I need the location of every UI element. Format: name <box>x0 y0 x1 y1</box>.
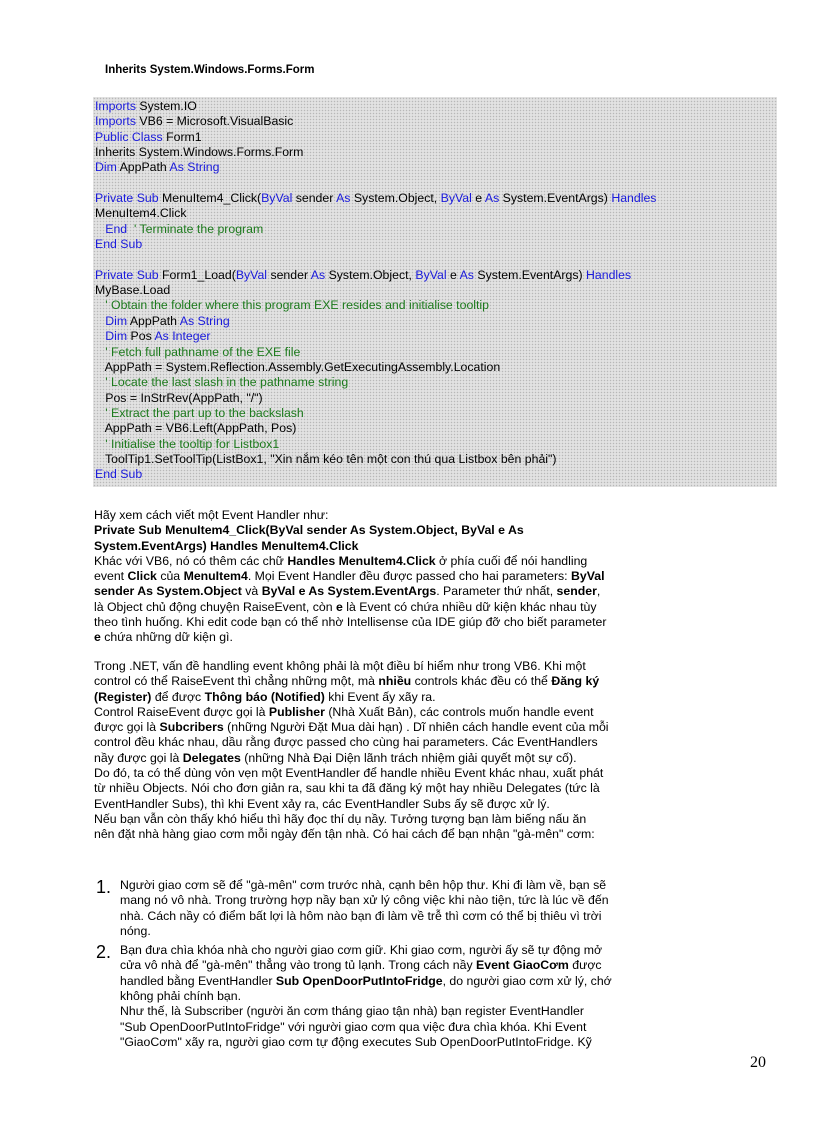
text-run: Do đó, ta có thể dùng vỏn vẹn một EventHandler để handle nhiều Event khác nhau, xuất phát <box>94 766 604 780</box>
text-run: AppPath = VB6.Left(AppPath, Pos) <box>95 421 297 436</box>
code-line <box>95 145 777 160</box>
code-keyword: End Sub <box>95 467 143 482</box>
code-line <box>95 467 777 482</box>
text-run: (Nhà Xuất Bản), các controls muốn handle event <box>324 704 594 719</box>
text-line <box>94 766 674 781</box>
bold-text: Thông báo (Notified) <box>204 689 325 704</box>
paragraph-dotnet-events <box>94 659 674 766</box>
text-line <box>94 674 674 689</box>
text-run: của <box>156 569 184 584</box>
code-keyword: ByVal <box>235 267 268 282</box>
text-run: để được <box>151 689 205 704</box>
code-line <box>95 237 777 252</box>
text-line <box>94 659 674 674</box>
text-run: (những Người Đặt Mua dài hạn) . Dĩ nhiên cách handle event của mỗi <box>223 720 609 735</box>
bold-text: Private Sub MenuItem4_Click(ByVal sender As System.Object, ByVal e As <box>94 523 524 538</box>
list-item-body <box>120 943 676 1050</box>
text-run: sender <box>267 267 311 282</box>
text-run: MenuItem4.Click <box>95 206 187 221</box>
text-run: mang nó vô nhà. Trong trường hợp nầy bạn xử lý công việc khi nào tiện, tức là lúc về đến <box>120 893 609 908</box>
bold-text: e <box>94 630 101 645</box>
code-comment: ' Fetch full pathname of the EXE file <box>105 344 301 359</box>
code-line <box>95 130 777 145</box>
text-run: event <box>94 569 128 584</box>
text-line <box>120 1020 676 1035</box>
code-line <box>95 176 777 191</box>
text-line <box>94 523 674 538</box>
text-run: từ nhiều Objects. Nói cho đơn giản ra, sau khi ta đã đăng ký một hay nhiều Delegates (tức là <box>94 781 600 796</box>
code-keyword: As <box>484 191 500 206</box>
text-run: controls khác đều có thể <box>411 674 552 689</box>
text-run <box>95 298 105 312</box>
code-line <box>95 391 777 406</box>
text-run: handled bằng EventHandler <box>120 973 276 988</box>
code-keyword: As Integer <box>154 329 211 344</box>
text-run: ToolTip1.SetToolTip(ListBox1, "Xin nắm kéo tên một con thú qua Listbox bên phải") <box>95 451 557 466</box>
text-run: "GiaoCơm" xãy ra, người giao cơm tự động executes Sub OpenDoorPutIntoFridge. Kỹ <box>120 1034 592 1049</box>
paragraph-delegates-example <box>94 766 674 842</box>
code-block <box>93 97 777 487</box>
code-keyword: Public Class <box>95 129 163 144</box>
text-line <box>120 1004 676 1019</box>
bold-text: nhiều <box>378 674 412 689</box>
code-keyword: As <box>459 267 474 282</box>
text-run: e <box>446 267 460 282</box>
text-run: Hãy xem cách viết một Event Handler như: <box>94 508 329 522</box>
text-run <box>95 375 105 389</box>
text-line <box>94 554 674 569</box>
text-line <box>94 827 674 842</box>
bold-text: Đăng ký <box>551 674 600 689</box>
code-keyword: Imports <box>95 99 136 113</box>
text-line <box>94 705 674 720</box>
text-run: System.Object, <box>325 267 416 282</box>
bold-text: (Register) <box>94 689 152 704</box>
text-run <box>127 222 134 236</box>
text-run <box>95 329 105 343</box>
code-keyword: Private Sub <box>95 191 159 206</box>
bold-text: ByVal e As System.EventArgs <box>261 584 437 599</box>
text-line <box>120 1035 676 1050</box>
code-keyword: Dim <box>105 329 128 344</box>
text-run: được gọi là <box>94 720 160 735</box>
text-line <box>94 797 674 812</box>
code-line <box>95 160 777 175</box>
text-run: không phải chính bạn. <box>120 989 242 1004</box>
text-run: Pos <box>127 329 155 344</box>
text-run: MenuItem4_Click( <box>158 191 262 206</box>
text-run: Inherits System.Windows.Forms.Form <box>95 145 304 160</box>
code-line <box>95 268 777 283</box>
text-line <box>120 989 676 1004</box>
code-comment: ' Initialise the tooltip for Listbox1 <box>105 436 280 451</box>
text-run: e <box>471 191 485 206</box>
text-run: theo tình huống. Khi edit code bạn có thể nhờ Intellisense của IDE giúp đỡ cho biết parameter <box>94 615 607 630</box>
text-run: cửa vô nhà để "gà-mên" thẳng vào trong tủ lạnh. Trong cách nầy <box>120 958 477 973</box>
text-line <box>94 735 674 750</box>
text-run: khi Event ấy xãy ra. <box>324 689 436 704</box>
list-item <box>96 943 676 1050</box>
text-line <box>120 878 676 893</box>
text-run: Người giao cơm sẽ để "gà-mên" cơm trước nhà, cạnh bên hộp thư. Khi đi làm về, bạn sẽ <box>120 878 607 892</box>
code-line <box>95 360 777 375</box>
code-keyword: Imports <box>95 114 136 129</box>
text-line <box>94 569 674 584</box>
text-line <box>94 690 674 705</box>
code-keyword: As <box>310 267 326 282</box>
text-run: System.IO <box>136 99 197 113</box>
text-run: nầy được gọi là <box>94 750 183 765</box>
code-keyword: Private Sub <box>95 267 159 282</box>
bold-text: Subcribers <box>159 720 224 735</box>
text-run: control đều khác nhau, dầu rằng được passed cho cùng hai parameters. Các EventHandlers <box>94 735 598 750</box>
bold-text: ByVal <box>571 569 605 584</box>
text-line <box>94 812 674 827</box>
text-line <box>94 630 674 645</box>
text-line <box>94 539 674 554</box>
text-run: AppPath <box>127 313 180 328</box>
code-keyword: ByVal <box>261 191 293 206</box>
code-line <box>95 191 777 206</box>
list-item <box>96 878 676 939</box>
text-run: VB6 = Microsoft.VisualBasic <box>136 114 294 129</box>
text-run: Như thế, là Subscriber (người ăn cơm tháng giao tận nhà) bạn register EventHandler <box>120 1004 584 1019</box>
text-run: Control RaiseEvent được gọi là <box>94 704 269 719</box>
text-run <box>95 437 105 451</box>
code-keyword: As String <box>169 160 220 175</box>
text-run: nên đặt nhà hàng giao cơm mỗi ngày đến tận nhà. Có hai cách để bạn nhận "gà-mên" cơm: <box>94 827 595 842</box>
text-run: (những Nhà Đại Diện lãnh trách nhiệm giải quyết một sự cố). <box>240 750 577 765</box>
text-line <box>94 781 674 796</box>
code-line <box>95 406 777 421</box>
text-run: System.EventArgs) <box>499 191 612 206</box>
code-line <box>95 99 777 114</box>
text-run: nhà. Cách nầy có điểm bất lợi là hôm nào bạn đi làm về trễ thì cơm có thể bị thiêu vì trời <box>120 908 602 923</box>
text-run: là Event có chứa nhiều dữ kiện khác nhau tùy <box>342 599 597 614</box>
code-line <box>95 452 777 467</box>
text-run: AppPath <box>116 160 170 175</box>
code-keyword: Handles <box>611 191 657 206</box>
text-line <box>120 893 676 908</box>
text-line <box>94 508 674 523</box>
code-line <box>95 329 777 344</box>
paragraph-event-handler <box>94 508 674 646</box>
text-line <box>120 924 676 939</box>
list-item-body <box>120 878 676 939</box>
text-run: là Object chủ động chuyện RaiseEvent, còn <box>94 599 336 614</box>
text-run: Form1_Load( <box>158 267 236 282</box>
code-keyword: ByVal <box>415 267 447 282</box>
text-run: Bạn đưa chìa khóa nhà cho người giao cơm giữ. Khi giao cơm, người ấy sẽ tự động mở <box>120 943 603 958</box>
code-line <box>95 345 777 360</box>
code-comment: ' Terminate the program <box>133 221 264 236</box>
code-line <box>95 298 777 313</box>
code-line <box>95 421 777 436</box>
code-keyword: As String <box>179 313 230 328</box>
text-run: Khác với VB6, nó có thêm các chữ <box>94 553 288 568</box>
text-line <box>94 615 674 630</box>
bold-text: sender <box>556 584 597 599</box>
code-keyword: End Sub <box>95 237 143 252</box>
bold-text: Click <box>127 569 157 584</box>
bold-text: Handles MenuItem4.Click <box>287 553 436 568</box>
text-run: MyBase.Load <box>95 283 171 298</box>
code-keyword: Dim <box>105 313 128 328</box>
text-run: Pos = InStrRev(AppPath, "/") <box>95 390 263 405</box>
text-run: được <box>568 958 602 973</box>
text-run: Trong .NET, vấn đề handling event không phải là một điều bí hiểm như trong VB6. Khi một <box>94 659 586 673</box>
text-run: . Mọi Event Handler đều được passed cho hai parameters: <box>247 569 572 584</box>
text-run: nóng. <box>120 923 151 938</box>
code-keyword: As <box>336 191 351 206</box>
code-keyword: End <box>105 221 128 236</box>
bold-text: e <box>336 599 343 614</box>
code-keyword: Dim <box>95 160 117 175</box>
text-line <box>120 909 676 924</box>
code-line <box>95 283 777 298</box>
text-line <box>94 751 674 766</box>
text-line <box>94 600 674 615</box>
code-comment: ' Obtain the folder where this program EXE resides and initialise tooltip <box>105 298 489 313</box>
section-heading: Inherits System.Windows.Forms.Form <box>105 64 315 76</box>
bold-text: Delegates <box>182 750 241 765</box>
text-run: Form1 <box>162 129 202 144</box>
code-comment: ' Extract the part up to the backslash <box>105 405 304 420</box>
code-line <box>95 222 777 237</box>
list-number: 1. <box>96 877 112 897</box>
text-line <box>94 584 674 599</box>
text-line <box>120 943 676 958</box>
text-run: control có thể RaiseEvent thì chẳng những một, mà <box>94 674 379 689</box>
text-run: System.EventArgs) <box>473 267 587 282</box>
code-keyword: ByVal <box>440 191 472 206</box>
text-run: , <box>596 584 601 599</box>
text-line <box>94 720 674 735</box>
bold-text: Sub OpenDoorPutIntoFridge <box>275 973 443 988</box>
list-number: 2. <box>96 942 112 963</box>
text-run: ở phía cuối để nói handling <box>435 553 588 568</box>
text-run <box>95 222 105 236</box>
code-line <box>95 375 777 390</box>
text-run: . Parameter thứ nhất, <box>436 584 557 599</box>
bold-text: sender As System.Object <box>94 584 242 599</box>
bold-text: Event GiaoCơm <box>476 958 569 973</box>
code-line <box>95 114 777 129</box>
bold-text: System.EventArgs) Handles MenuItem4.Click <box>94 538 359 553</box>
code-line <box>95 206 777 221</box>
text-run: và <box>241 584 262 599</box>
text-run: sender <box>292 191 337 206</box>
text-line <box>120 958 676 973</box>
text-run <box>95 314 105 328</box>
text-run: Nếu bạn vẫn còn thấy khó hiểu thì hãy đọc thí dụ nầy. Tưởng tượng bạn làm biếng nấu ăn <box>94 811 587 826</box>
bold-text: MenuItem4 <box>183 569 248 584</box>
text-run: AppPath = System.Reflection.Assembly.GetExecutingAssembly.Location <box>95 359 501 374</box>
text-run: EventHandler Subs), thì khi Event xảy ra, các EventHandler Subs ấy sẽ được xử lý. <box>94 796 550 811</box>
code-comment: ' Locate the last slash in the pathname string <box>105 375 349 390</box>
text-line <box>120 974 676 989</box>
text-run: chứa những dữ kiện gì. <box>100 630 233 645</box>
text-run: , do người giao cơm xử lý, chớ <box>442 973 612 988</box>
code-line <box>95 437 777 452</box>
code-line <box>95 314 777 329</box>
page-number: 20 <box>750 1054 766 1071</box>
text-run: System.Object, <box>350 191 441 206</box>
text-run: "Sub OpenDoorPutIntoFridge" với người giao cơm qua việc đưa chìa khóa. Khi Event <box>120 1019 587 1034</box>
bold-text: Publisher <box>268 704 325 719</box>
code-line <box>95 252 777 267</box>
text-run <box>95 345 105 359</box>
numbered-list <box>96 878 676 1054</box>
text-run <box>95 406 105 420</box>
code-keyword: Handles <box>586 267 632 282</box>
